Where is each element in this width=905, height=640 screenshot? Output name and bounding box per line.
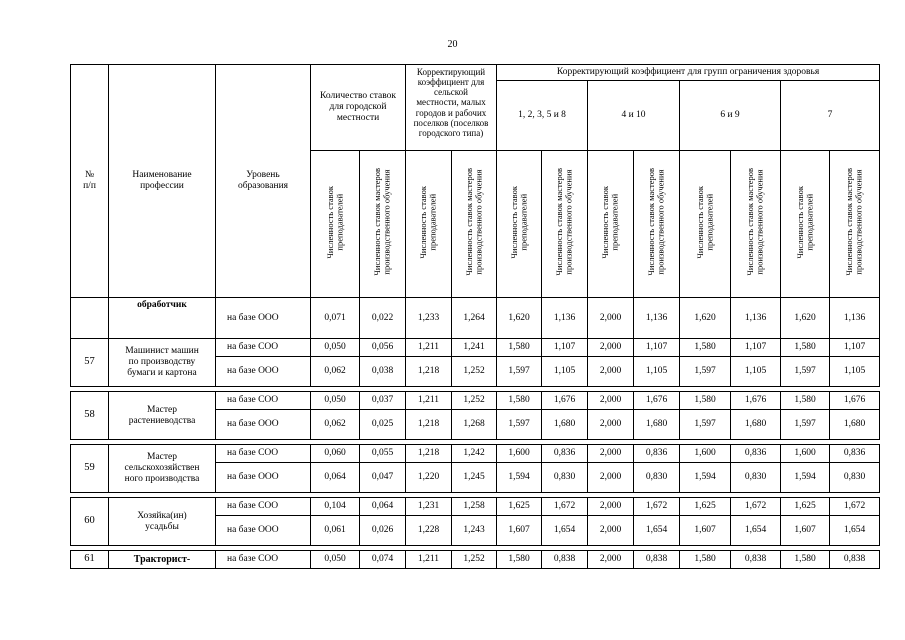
education-level: на базе ООО <box>216 516 311 546</box>
value-cell: 0,830 <box>542 463 588 493</box>
value-cell: 1,580 <box>680 392 731 410</box>
value-cell: 0,836 <box>542 445 588 463</box>
value-cell: 1,107 <box>830 339 880 357</box>
coefficient-table <box>70 64 880 569</box>
value-cell: 1,211 <box>406 339 452 357</box>
value-cell: 1,607 <box>497 516 542 546</box>
header-rural-group: Корректирующий коэффициент для сельской местности, малых городов и рабочих поселков (поселков городского типа) <box>406 65 497 151</box>
header-rotated-label: Численность ставок мастеров производственного обучения <box>463 168 484 276</box>
value-cell: 1,220 <box>406 463 452 493</box>
profession-name: Хозяйка(ин) усадьбы <box>109 498 216 546</box>
value-cell: 1,245 <box>452 463 497 493</box>
header-rotated-label: Численность ставок преподавателей <box>418 185 438 259</box>
value-cell: 1,580 <box>497 551 542 569</box>
value-cell: 1,580 <box>781 339 830 357</box>
header-health-sub-3: 6 и 9 <box>680 81 781 151</box>
header-rotated-label: Численность ставок преподавателей <box>508 185 529 259</box>
value-cell: 1,594 <box>680 463 731 493</box>
value-cell: 0,022 <box>360 298 406 339</box>
value-cell: 1,105 <box>542 357 588 387</box>
education-level: на базе СОО <box>216 551 311 569</box>
value-cell: 1,654 <box>634 516 680 546</box>
value-cell: 1,136 <box>634 298 680 339</box>
education-level: на базе ООО <box>216 463 311 493</box>
value-cell: 2,000 <box>588 339 634 357</box>
education-level: на базе ООО <box>216 298 311 339</box>
value-cell: 1,580 <box>781 551 830 569</box>
value-cell: 1,258 <box>452 498 497 516</box>
value-cell: 2,000 <box>588 392 634 410</box>
education-level: на базе СОО <box>216 498 311 516</box>
value-cell: 0,838 <box>731 551 781 569</box>
value-cell: 0,836 <box>830 445 880 463</box>
row-number: 61 <box>71 551 109 569</box>
value-cell: 1,580 <box>680 339 731 357</box>
value-cell: 1,594 <box>781 463 830 493</box>
value-cell: 0,060 <box>311 445 360 463</box>
education-level: на базе СОО <box>216 339 311 357</box>
profession-name: Мастер растениеводства <box>109 392 216 440</box>
value-cell: 1,107 <box>542 339 588 357</box>
value-cell: 1,620 <box>497 298 542 339</box>
value-cell: 1,105 <box>830 357 880 387</box>
header-profession: Наименование профессии <box>109 65 216 298</box>
value-cell: 0,062 <box>311 410 360 440</box>
profession-name: Мастер сельскохозяйствен ного производства <box>109 445 216 493</box>
table-row <box>71 498 880 516</box>
value-cell: 1,136 <box>731 298 781 339</box>
value-cell: 1,597 <box>680 410 731 440</box>
value-cell: 1,607 <box>781 516 830 546</box>
header-health-sub-4: 7 <box>781 81 880 151</box>
value-cell: 1,264 <box>452 298 497 339</box>
value-cell: 1,580 <box>497 392 542 410</box>
row-number: 58 <box>71 392 109 440</box>
value-cell: 0,037 <box>360 392 406 410</box>
value-cell: 1,676 <box>731 392 781 410</box>
value-cell: 0,836 <box>731 445 781 463</box>
value-cell: 1,107 <box>731 339 781 357</box>
value-cell: 2,000 <box>588 498 634 516</box>
value-cell: 2,000 <box>588 463 634 493</box>
value-cell: 0,050 <box>311 392 360 410</box>
value-cell: 2,000 <box>588 357 634 387</box>
value-cell: 1,600 <box>781 445 830 463</box>
value-cell: 2,000 <box>588 445 634 463</box>
value-cell: 0,071 <box>311 298 360 339</box>
value-cell: 2,000 <box>588 516 634 546</box>
header-rotated-label: Численность ставок преподавателей <box>694 185 715 259</box>
header-num: № п/п <box>71 65 109 298</box>
value-cell: 1,231 <box>406 498 452 516</box>
value-cell: 1,211 <box>406 392 452 410</box>
value-cell: 0,055 <box>360 445 406 463</box>
header-health-group: Корректирующий коэффициент для групп ограничения здоровья <box>497 65 880 81</box>
value-cell: 0,830 <box>830 463 880 493</box>
value-cell: 0,838 <box>830 551 880 569</box>
value-cell: 0,025 <box>360 410 406 440</box>
value-cell: 1,620 <box>781 298 830 339</box>
value-cell: 1,680 <box>634 410 680 440</box>
value-cell: 1,672 <box>542 498 588 516</box>
value-cell: 0,050 <box>311 339 360 357</box>
value-cell: 1,252 <box>452 392 497 410</box>
value-cell: 2,000 <box>588 298 634 339</box>
value-cell: 1,620 <box>680 298 731 339</box>
value-cell: 1,107 <box>634 339 680 357</box>
header-teachers-col-3 <box>497 151 542 298</box>
value-cell: 1,241 <box>452 339 497 357</box>
value-cell: 1,672 <box>731 498 781 516</box>
value-cell: 0,062 <box>311 357 360 387</box>
value-cell: 1,218 <box>406 445 452 463</box>
value-cell: 1,672 <box>634 498 680 516</box>
header-rotated-label: Численность ставок мастеров производственного обучения <box>844 168 864 276</box>
value-cell: 1,600 <box>497 445 542 463</box>
row-number: 59 <box>71 445 109 493</box>
header-teachers-col-5 <box>680 151 731 298</box>
value-cell: 1,242 <box>452 445 497 463</box>
header-masters-col-4 <box>634 151 680 298</box>
value-cell: 1,597 <box>680 357 731 387</box>
header-rotated-label: Численность ставок мастеров производственного обучения <box>372 168 392 276</box>
table-row <box>71 445 880 463</box>
value-cell: 0,838 <box>542 551 588 569</box>
value-cell: 0,050 <box>311 551 360 569</box>
value-cell: 0,064 <box>360 498 406 516</box>
value-cell: 1,218 <box>406 357 452 387</box>
value-cell: 0,064 <box>311 463 360 493</box>
value-cell: 1,218 <box>406 410 452 440</box>
value-cell: 1,211 <box>406 551 452 569</box>
value-cell: 1,268 <box>452 410 497 440</box>
value-cell: 1,607 <box>680 516 731 546</box>
header-teachers-col-4 <box>588 151 634 298</box>
profession-name: Тракторист- <box>109 551 216 569</box>
table-row <box>71 298 880 339</box>
header-masters-col-2 <box>452 151 497 298</box>
value-cell: 1,594 <box>497 463 542 493</box>
value-cell: 1,680 <box>731 410 781 440</box>
header-masters-col-3 <box>542 151 588 298</box>
value-cell: 0,836 <box>634 445 680 463</box>
value-cell: 1,597 <box>781 410 830 440</box>
value-cell: 1,654 <box>830 516 880 546</box>
value-cell: 0,838 <box>634 551 680 569</box>
value-cell: 1,580 <box>680 551 731 569</box>
value-cell: 0,830 <box>731 463 781 493</box>
row-number: 60 <box>71 498 109 546</box>
value-cell: 2,000 <box>588 551 634 569</box>
header-health-sub-1: 1, 2, 3, 5 и 8 <box>497 81 588 151</box>
profession-name: Машинист машин по производству бумаги и картона <box>109 339 216 387</box>
value-cell: 1,680 <box>542 410 588 440</box>
header-masters-col-1 <box>360 151 406 298</box>
header-rotated-label: Численность ставок преподавателей <box>324 185 344 259</box>
value-cell: 0,047 <box>360 463 406 493</box>
value-cell: 1,136 <box>542 298 588 339</box>
value-cell: 1,672 <box>830 498 880 516</box>
page-number: 20 <box>447 39 458 50</box>
header-rotated-label: Численность ставок преподавателей <box>600 185 620 259</box>
value-cell: 1,580 <box>781 392 830 410</box>
header-masters-col-6 <box>830 151 880 298</box>
value-cell: 1,243 <box>452 516 497 546</box>
value-cell: 1,252 <box>452 357 497 387</box>
value-cell: 2,000 <box>588 410 634 440</box>
header-urban-group: Количество ставок для городской местности <box>311 65 406 151</box>
header-level: Уровень образования <box>216 65 311 298</box>
value-cell: 1,676 <box>634 392 680 410</box>
education-level: на базе ООО <box>216 357 311 387</box>
value-cell: 0,104 <box>311 498 360 516</box>
table-row <box>71 392 880 410</box>
education-level: на базе СОО <box>216 445 311 463</box>
value-cell: 1,233 <box>406 298 452 339</box>
header-teachers-col-2 <box>406 151 452 298</box>
value-cell: 1,625 <box>680 498 731 516</box>
value-cell: 1,597 <box>497 357 542 387</box>
value-cell: 0,061 <box>311 516 360 546</box>
value-cell: 1,676 <box>542 392 588 410</box>
table-row <box>71 551 880 569</box>
header-health-sub-2: 4 и 10 <box>588 81 680 151</box>
header-masters-col-5 <box>731 151 781 298</box>
education-level: на базе ООО <box>216 410 311 440</box>
value-cell: 1,105 <box>731 357 781 387</box>
value-cell: 1,625 <box>497 498 542 516</box>
value-cell: 0,074 <box>360 551 406 569</box>
education-level: на базе СОО <box>216 392 311 410</box>
value-cell: 1,580 <box>497 339 542 357</box>
value-cell: 0,056 <box>360 339 406 357</box>
row-number-empty <box>71 298 109 339</box>
header-rotated-label: Численность ставок преподавателей <box>794 185 815 259</box>
value-cell: 0,038 <box>360 357 406 387</box>
value-cell: 1,654 <box>731 516 781 546</box>
value-cell: 1,252 <box>452 551 497 569</box>
value-cell: 1,654 <box>542 516 588 546</box>
value-cell: 1,676 <box>830 392 880 410</box>
header-teachers-col-1 <box>311 151 360 298</box>
header-rotated-label: Численность ставок мастеров производственного обучения <box>745 168 765 276</box>
value-cell: 1,600 <box>680 445 731 463</box>
header-rotated-label: Численность ставок мастеров производственного обучения <box>554 168 574 276</box>
value-cell: 0,830 <box>634 463 680 493</box>
value-cell: 1,597 <box>781 357 830 387</box>
value-cell: 1,105 <box>634 357 680 387</box>
value-cell: 1,680 <box>830 410 880 440</box>
value-cell: 1,597 <box>497 410 542 440</box>
row-number: 57 <box>71 339 109 387</box>
value-cell: 1,136 <box>830 298 880 339</box>
value-cell: 0,026 <box>360 516 406 546</box>
table-row <box>71 339 880 357</box>
value-cell: 1,228 <box>406 516 452 546</box>
profession-name: обработчик <box>109 298 216 339</box>
value-cell: 1,625 <box>781 498 830 516</box>
header-rotated-label: Численность ставок мастеров производственного обучения <box>646 168 666 276</box>
header-teachers-col-6 <box>781 151 830 298</box>
